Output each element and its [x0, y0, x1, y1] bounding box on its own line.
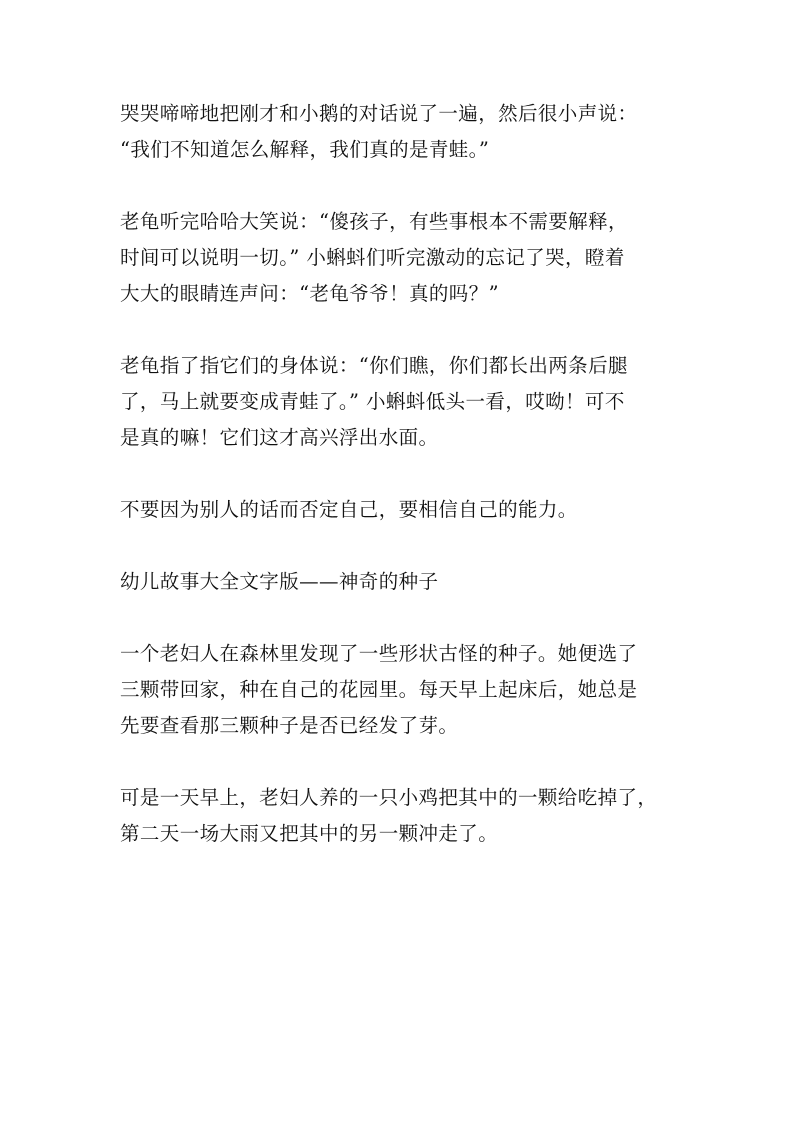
paragraph-chicken-rain	[120, 780, 680, 852]
text-line: 时间可以说明一切。” 小蝌蚪们听完激动的忘记了哭，瞪着	[120, 246, 625, 269]
text-line: 大大的眼睛连声问：“老龟爷爷！真的吗？”	[120, 282, 499, 305]
text-line: 先要查看那三颗种子是否已经发了芽。	[120, 714, 459, 737]
story-title	[120, 564, 680, 600]
text-line: 一个老妇人在森林里发现了一些形状古怪的种子。她便选了	[120, 642, 638, 665]
text-line: 了，马上就要变成青蛙了。” 小蝌蚪低头一看，哎呦！可不	[120, 390, 625, 413]
paragraph-old-woman-seeds	[120, 636, 680, 744]
text-line: 哭哭啼啼地把刚才和小鹅的对话说了一遍，然后很小声说：	[120, 102, 638, 125]
document-page	[120, 96, 680, 888]
paragraph-old-turtle-points	[120, 348, 680, 456]
text-line: 三颗带回家，种在自己的花园里。每天早上起床后，她总是	[120, 678, 638, 701]
text-line: 老龟听完哈哈大笑说：“傻孩子，有些事根本不需要解释，	[120, 210, 628, 233]
text-line: 是真的嘛！它们这才高兴浮出水面。	[120, 426, 439, 449]
text-line: 可是一天早上，老妇人养的一只小鸡把其中的一颗给吃掉了，	[120, 786, 658, 809]
text-line: “我们不知道怎么解释，我们真的是青蛙。”	[120, 138, 490, 161]
text-line: 老龟指了指它们的身体说：“你们瞧，你们都长出两条后腿	[120, 354, 628, 377]
text-line: 不要因为别人的话而否定自己，要相信自己的能力。	[120, 498, 578, 521]
text-line: 第二天一场大雨又把其中的另一颗冲走了。	[120, 822, 499, 845]
paragraph-old-turtle-laugh	[120, 204, 680, 312]
text-line: 幼儿故事大全文字版——神奇的种子	[120, 570, 439, 593]
paragraph-tadpole-explain	[120, 96, 680, 168]
paragraph-moral	[120, 492, 680, 528]
